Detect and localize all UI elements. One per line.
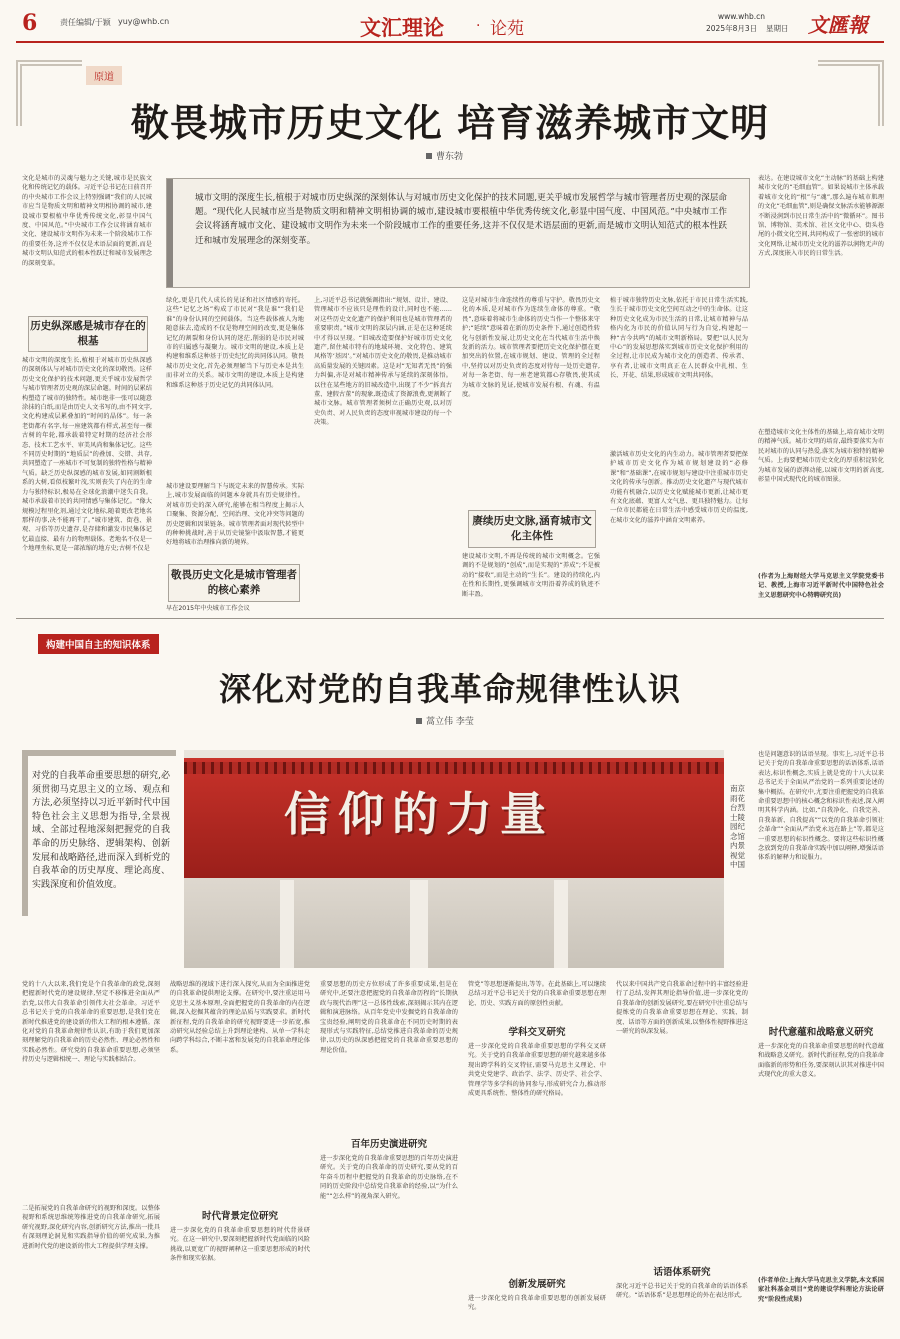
article-2-author-note: (作者单位:上海大学马克思主义学院,本文系国家社科基金项目“党的建设学科理论方法论研究”阶段性成果) bbox=[758, 1277, 884, 1303]
section-head-3: 学科交叉研究 bbox=[508, 1027, 566, 1038]
article-2-authors bbox=[416, 714, 474, 727]
issue-date: 2025年8月3日 bbox=[706, 24, 758, 33]
abstract-text: 城市文明的深度生长,植根于对城市历史纵深的深刻体认与对城市历史文化保护的技术同题,更关乎城市发展哲学与城市管理者历史观的深层命题。“现代化人民城市应当是物质文明和精神文明相协调的城市,建设城市要根植中华优秀传统文化,彰显中国气度、中国风范。”中央城市工作会议将涵育城市文化、建设城市文明作为未来一个阶段城市工作的重要任务,这并不仅仅是术语层面的更新,而是城市文明认知范式的根本性跃迁和城市发展理念的深刻变革。 bbox=[195, 193, 727, 246]
article-1-col5b: 激活城市历史文化的内生动力。城市管理者要把保护城市历史文化作为城市规划建设的“必修课”和“基础课”,在城市规划与建设中注重城市历史文化的传承与创新。推动历史文化遗产与现代城市功能有机融合,以历史文化赋能城市更新,让城市更有文化底蕴、更富人文气息、更具独特魅力。让每一位市民都能在日常生活中感受城市历史的温度,在城市文化的滋养中涵育文明素养。 bbox=[610, 451, 748, 524]
byline-square-icon bbox=[426, 153, 432, 159]
article-1-col4: 这是对城市生命连续性的尊重与守护。敬畏历史文化的本质,是对城市作为连续生命体的尊重。“敬畏”,意味着将城市生命体的历史当作一个整体来守护;“延续”意味着在新的历史条件下,通过创造性转化与创新性发展,让历史文化在当代城市生活中焕发新的活力。城市管理者要把历史文化保护摆在更加突出的位置,在城市规划、建设、管理的全过程中,坚持以对历史负责的态度对待每一处历史遗存,对每一条老街、每一座老建筑都心存敬畏,使其成为城市文脉的见证,使城市发展有根、有魂、有温度。 bbox=[462, 297, 600, 399]
article-1-intro: 文化是城市的灵魂与魅力之关键,城市是民族文化和传统记忆的载体。习近平总书记在日前召开的中央城市工作会议上特别强调“我们的人民城市应当是物质文明和精神文明相协调的城市,建设城市要根植中华优秀传统文化,彰显中国气度、中国风范。”中央城市工作会议将涵育城市文化、建设城市文明作为未来一个阶段城市工作的重要任务,这并不仅仅是术语层面的更新,而是城市文明认知范式的根本性跃迁和城市发展理念的深刻变革。 bbox=[22, 175, 152, 267]
abstract-box bbox=[166, 178, 750, 288]
subhead-1: 历史纵深感是城市存在的根基 bbox=[30, 320, 146, 347]
article-1-col5: 植于城市独特历史文脉,依托于市民日常生活实践,生长于城市历史文化空间互动之中的生命体。让这种历史文化成为市民生活的日常,让城市精神与品格内化为市民的价值认同与行为自觉,构建起一种“古今共鸣”的城市文明新格局。要把“以人民为中心”的发展思想落实到城市历史文化保护利用的全过程,让市民成为城市文化的创造者、传承者、享有者,让城市文明真正在人民群众中扎根、生长、开花、结果,形成城市文明共同体。 bbox=[610, 297, 748, 380]
article-2-right-bottom: 进一步深化党的自我革命重要思想的时代意蕴和战略意义研究。新时代新征程,党的自我革命面临新的形势和任务,要深刻认识其对推进中国式现代化的重大意义。 bbox=[758, 1043, 884, 1079]
authors-name: 蒿立伟 李莹 bbox=[426, 717, 474, 727]
article-2-right-top: 也是问题意识的话语呈现。事实上,习近平总书记关于党的自我革命重要思想的话语体系,话语表达,标识性概念,实质上就是党的十八大以来总书记关于全面从严治党的一系列重要论述的集中概括。在研究中,尤要注重把握党的自我革命重要思想中的核心概念和标识性表述,深入阐明其科学内涵。比如,“自我净化、自我完善、自我革新、自我提高”“以党的自我革命引领社会革命”“全面从严治党永远在路上”等,都是这一重要思想的标识性概念。要将这些标识性概念放到党的自我革命实践中加以阐释,增强话语体系的解释力和说服力。 bbox=[758, 751, 884, 862]
article-1-title: 敬畏城市历史文化 培育滋养城市文明 bbox=[130, 100, 770, 145]
article-2-col-a: 党的十八大以来,我们党是个自我革命的政党,深刻把握新时代党的建设规律,坚定不移推进全面从严治党,以伟大自我革命引领伟大社会革命。习近平总书记关于党的自我革命的重要思想,是我们党在新时代推进党的建设新的伟大工程的根本遵循。深化对党的自我革命规律性认识,有助于我们更加深刻理解党的自我革命的历史必然性、理论必然性和实践必然性。研究党的自我革命重要思想,必须坚持历史与逻辑相统一、理论与实践相结合。 bbox=[22, 981, 160, 1064]
article-1-author-note: (作者为上海财经大学马克思主义学院党委书记、教授,上海市习近平新时代中国特色社会主义思想研究中心特聘研究员) bbox=[758, 573, 884, 599]
article-1-col6: 表达。在建设城市文化“主动脉”的基础上构建城市文化的“毛细血管”。如果说城市主体承载着城市文化的“根”与“魂”,那么遍布城市肌理的文化“毛细血管”,则是确保文脉活水能够源源不断浸润到市民日常生活中的“微循环”。图书馆、博物馆、美术馆、社区文化中心、街头巷尾的小微文化空间,共同构成了一张密织的城市文化网络,让城市历史文化的滋养以润物无声的方式,深度嵌入市民的日常生活。 bbox=[758, 175, 884, 258]
article-1-col4b: 建设城市文明,不再是传统的城市文明概念。它强调的不是规划的“创成”,而是实现的“养成”;不是被动的“接收”,而是主动的“生长”。建设的持续化,内在性和长期性,更强调城市文明沿着养成的轨迹不断丰盈。 bbox=[462, 553, 600, 598]
author-name: 曹东勃 bbox=[436, 152, 464, 162]
section-title: 文汇理论 bbox=[360, 15, 444, 40]
article-2-col-d: 管党”等思想逐渐提出,等等。在此基础上,可以继续总结习近平总书记关于党的自我革命重要思想在理论、历史、实践方面的原创性贡献。 bbox=[468, 981, 606, 1007]
subhead-2: 敬畏历史文化是城市管理者的核心素养 bbox=[171, 569, 297, 596]
article-photo bbox=[184, 750, 724, 968]
photo-caption: 南京雨花台烈士陵园纪念馆内景 视觉中国 bbox=[730, 784, 745, 869]
editor-label: 责任编辑/于颖 bbox=[60, 18, 111, 27]
article-2 bbox=[16, 624, 884, 1339]
article-1-col2c: 早在2015年中央城市工作会议 bbox=[166, 605, 250, 612]
editor-email: yuy@whb.cn bbox=[118, 17, 170, 26]
article-2-col-e: 代以来中国共产党自我革命过程中的丰富经验进行了总结,发挥其理论指导价值,进一步深化党的自我革命的创新发展研究,要在研究中注重总结与提炼党的自我革命重要思想在理论、实践、制度、话语等方面的创新成果,以整体性视野推进这一研究的纵深发展。 bbox=[616, 981, 748, 1036]
photo-slogan: 信仰的力量 bbox=[284, 787, 554, 841]
article-1-col2: 绿化,更是几代人成长的见证和社区情感的寄托。这些“记忆之场”构成了市民对“我是谁”“我们是谁”的身份认同的空间载体。当这些载体被人为地随意抹去,造成的不仅是物理空间的改变,更是集体记忆的割裂和身份认同的迷茫,削弱的是市民对城市的归属感与凝聚力。城市文明的建设,本质上是构建和维系这种基于历史纪忆的共同体认同。敬畏城市历史文化,首先必须理解当下与历史本是共生而非对立的关系。城市文明的建设,本质上是构建和维系这种基于历史记忆的共同体认同。 bbox=[166, 297, 304, 389]
subhead-3: 赓续历史文脉,涵育城市文化主体性 bbox=[472, 515, 592, 542]
section-head-1: 百年历史演进研究 bbox=[350, 1139, 427, 1150]
article-1-col6b: 在塑造城市文化主体性的基础上,培育城市文明的精神气质。城市文明的培育,最终要落实为市民对城市的认同与热爱,落实为城市独特的精神气质。上海要把城市历史文化的厚重积淀转化为城市发展的澎湃动能,以城市文明的新高度,彰显中国式现代化的城市图景。 bbox=[758, 429, 884, 484]
subsection-title: 论苑 bbox=[490, 19, 524, 39]
article-1 bbox=[16, 52, 884, 612]
article-2-col-c2: 进一步深化党的自我革命重要思想的百年历史演进研究。关于党的自我革命的历史研究,要从党的百年奋斗历程中把握党的自我革命的历史脉络,在不同的历史阶段中总结党自我革命的经验,以“为什么能”“怎么样”的视角深入研究。 bbox=[320, 1155, 458, 1200]
article-2-col-a2: 二是拓展党的自我革命研究的视野和深度。以整体视野和系统思维统筹推进党的自我革命研究,拓展研究视野,深化研究内容,创新研究方法,推出一批具有深刻理论洞见和实践指导价值的研究成果,为推进新时代党的建设新的伟大工程提供学理支撑。 bbox=[22, 1205, 160, 1250]
photo-ceiling-strips bbox=[184, 762, 724, 774]
article-1-author bbox=[426, 149, 463, 162]
article-2-title: 深化对党的自我革命规律性认识 bbox=[218, 670, 681, 708]
issue-weekday: 星期日 bbox=[766, 24, 789, 33]
article-divider bbox=[16, 618, 884, 619]
article-2-col-b: 战略思维的视域下进行深入探究,从而为全面推进党的自我革命提供理论支撑。在研究中,要注重运用马克思主义基本原理,全面把握党的自我革命的内在逻辑,深入挖掘其蕴含的理论品质与实践要求。新时代新征程,党的自我革命的研究视野要进一步拓宽,推动研究从经验总结上升到理论建构、从单一学科走向跨学科综合,不断丰富和发展党的自我革命理论体系。 bbox=[170, 981, 310, 1054]
article-1-col3: 上,习近平总书记就强调指出:“规划、设计、建设、管理城市不应该只是理性的设计,同时也不能……对这些历史文化遗产的保护利用也是城市管理者的重要职责。”城市文明的深层内涵,正是在这种延续中才得以呈现。“旧城改造要保护好城市历史文化遗产,留住城市特有的地域环境、文化特色、建筑风格等‘基因’。”对城市历史文化的敬畏,是推动城市高质量发展的关键因素。这是对“无知者无畏”的强力纠偏,亦是对城市精神传承与延续的深刻体悟。以往在某些地方的旧城改造中,出现了不少“拆真古董、建假古董”的现象,既造成了资源浪费,更割断了城市文脉。城市管理者须树立正确历史观,以对历史负责、对人民负责的态度审视城市建设的每一个决策。 bbox=[314, 297, 452, 427]
article-2-col-e2: 深化习近平总书记关于党的自我革命的话语体系研究。“话语体系”是思想理论的外在表达形式, bbox=[616, 1283, 748, 1300]
byline-square-icon-2 bbox=[416, 718, 422, 724]
subhead-box-1 bbox=[28, 316, 148, 352]
column-tag: 原道 bbox=[86, 66, 122, 85]
article-2-col-d2: 进一步深化党的自我革命重要思想的学科交叉研究。关于党的自我革命重要思想的研究越来越多体现出跨学科的交叉特征,需要马克思主义理论、中共党史党建学、政治学、法学、历史学、社会学、管理学等多学科的协同参与,形成研究合力,推动形成更具系统性、整体性的研究格局。 bbox=[468, 1043, 606, 1098]
section-head-4: 创新发展研究 bbox=[508, 1279, 566, 1290]
section-head-6: 时代意蕴和战略意义研究 bbox=[768, 1027, 874, 1038]
article-2-col-d3: 进一步深化党的自我革命重要思想的创新发展研究。 bbox=[468, 1295, 606, 1312]
article-1-col2b: 城市建设要理解当下与既定未来的智慧传承。实际上,城市发展面临的问题本身就具有历史规律性。对城市历史的深入研究,能够在相当程度上揭示人口聚集、资源分配、空间治理、文化冲突等问题的历史逻辑和因果链条。城市管理者面对现代转型中的种种挑战时,善于从历史镜鉴中汲取智慧,才能更好地将城市治理推向新的境界。 bbox=[166, 483, 304, 547]
page-header bbox=[0, 0, 900, 58]
photo-column-1 bbox=[280, 880, 294, 968]
photo-column-3 bbox=[554, 880, 568, 968]
subhead-box-2 bbox=[168, 564, 300, 602]
section-dot: · bbox=[476, 18, 481, 34]
article-2-col-c: 重要思想的历史方位形成了许多重要成果,但是在研究中,还要注意把握党的自我革命历程的“长期执政与现代治理”这一总体性线索,深刻揭示其内在逻辑和演进脉络。从百年党史中发掘党的自我革命的宝贵经验,阐明党的自我革命在不同历史时期的表现形式与实践特征,总结党推进自我革命的历史规律,以历史的纵深感把握党的自我革命重要思想的理论价值。 bbox=[320, 981, 458, 1054]
subhead-box-3 bbox=[468, 510, 596, 548]
site-url[interactable]: www.whb.cn bbox=[718, 12, 766, 21]
article-2-lead: 对党的自我革命重要思想的研究,必须贯彻马克思主义的立场、观点和方法,必须坚持以习近平新时代中国特色社会主义思想为指导,全景视域、全部过程地深刻把握党的自我革命的历史脉络、逻辑架构、创新发展和战略路径,进而深入到析党的自我革命的历史厚度、理论高度、实践深度和价值效度。 bbox=[32, 771, 170, 890]
abstract-bar bbox=[167, 179, 173, 287]
page-number: 6 bbox=[22, 10, 38, 36]
newspaper-logo: 文匯報 bbox=[808, 13, 868, 37]
photo-floor bbox=[184, 878, 724, 968]
section-head-5: 话语体系研究 bbox=[653, 1267, 711, 1278]
section-head-2: 时代背景定位研究 bbox=[201, 1211, 278, 1222]
column-tag-2: 构建中国自主的知识体系 bbox=[38, 634, 159, 654]
photo-column-2 bbox=[410, 880, 428, 968]
article-1-col1: 城市文明的深度生长,植根于对城市历史纵深感的深刻体认与对城市历史文化的深切敬畏。这样历史文化保护的技术问题,更关乎城市发展哲学与城市管理者历史观的深层命题。时间的层累结构塑造了城市的独特性。城市绝非一张可以随意涂抹的白纸,而是由历史人文书写的,由不同文字,文化构建成层累叠加的“时间的晶体”。每一条老街都有名字,每一座建筑都有样式,甚至每一棵古树的年轮,都承载着特定时期的经济社会形态、技术工艺水平、审美风尚和集体记忆。这些不同历史时期的“地质层”的叠加、交错、共存,共同塑造了一座城市不可复制的独特性格与精神气质。缺乏历史纵深感的城市发展,如同割断根系的大树,看似枝繁叶茂,实则丧失了内在的生命力与独特标识,极易在全球化浪潮中迷失自我。城市承载着市民的共同情感与集体记忆。“像大规模过程里化剂,通过文化地标,随着更改老地名那样的事,决不能再干了。”城市建筑、街巷、景观、习俗等历史遗存,是存储和激发市民集体记忆最直接、最有力的物理载体。老地名不仅是一个地理坐标,更是一部浓缩的地方史;古树不仅是 bbox=[22, 357, 152, 553]
header-rule bbox=[16, 41, 884, 43]
article-2-col-b2: 进一步深化党的自我革命重要思想的时代背景研究。在这一研究中,要深刻把握新时代党面临的风险挑战,以更宽广的视野阐释这一重要思想形成的时代条件和现实依据。 bbox=[170, 1227, 310, 1263]
